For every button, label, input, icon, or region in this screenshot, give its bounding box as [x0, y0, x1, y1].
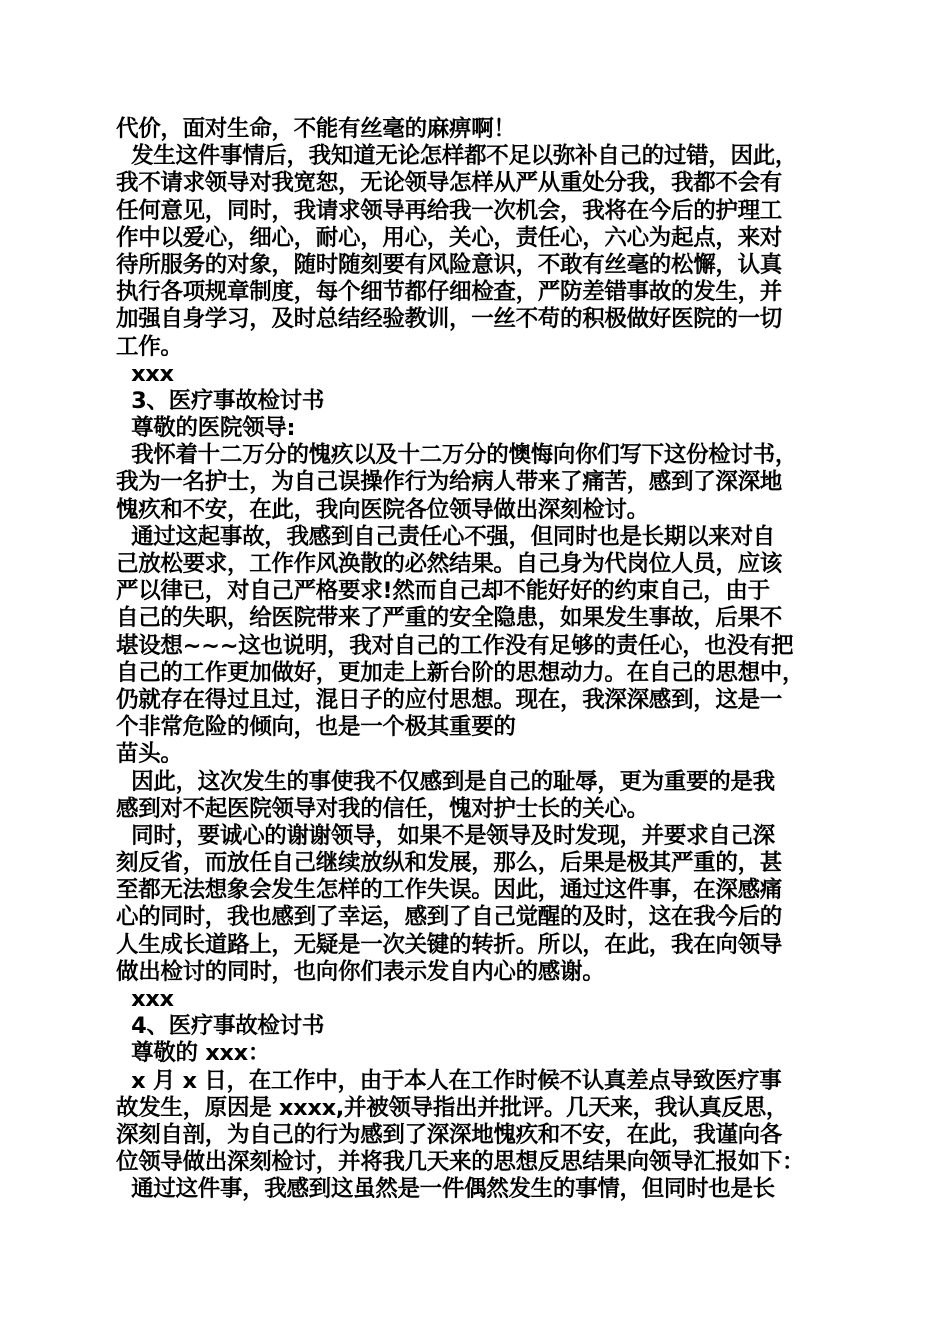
text-line: 刻反省，而放任自己继续放纵和发展，那么，后果是极其严重的，甚 — [116, 850, 783, 877]
text-line: x 月 x 日，在工作中，由于本人在工作时候不认真差点导致医疗事 — [116, 1067, 782, 1094]
text-line: 自己的工作更加做好，更加走上新台阶的思想动力。在自己的思想中， — [116, 659, 805, 686]
text-line: 苗头。 — [116, 741, 183, 768]
text-line: 代价，面对生命，不能有丝毫的麻痹啊！ — [116, 116, 516, 142]
text-line: 待所服务的对象，随时随刻要有风险意识，不敢有丝毫的松懈，认真 — [116, 251, 783, 278]
signature-line: xxx — [116, 360, 174, 387]
section-heading: 4、医疗事故检讨书 — [116, 1013, 325, 1040]
text-line: 作中以爱心，细心，耐心，用心，关心，责任心，六心为起点，来对 — [116, 224, 783, 251]
text-line: 位领导做出深刻检讨，并将我几天来的思想反思结果向领导汇报如下： — [116, 1149, 805, 1176]
text-line: 仍就存在得过且过，混日子的应付思想。现在，我深深感到，这是一 — [116, 686, 783, 713]
text-line: 我怀着十二万分的愧疚以及十二万分的懊悔向你们写下这份检讨书， — [116, 442, 798, 469]
text-line: 做出检讨的同时，也向你们表示发自内心的感谢。 — [116, 958, 605, 985]
text-line: 自己的失职，给医院带来了严重的安全隐患，如果发生事故，后果不 — [116, 605, 783, 632]
text-line: 同时，要诚心的谢谢领导，如果不是领导及时发现，并要求自己深 — [116, 822, 775, 849]
salutation: 尊敬的医院领导: — [116, 415, 296, 442]
text-line: 加强自身学习，及时总结经验教训，一丝不苟的积极做好医院的一切 — [116, 306, 783, 333]
salutation: 尊敬的 xxx： — [116, 1040, 271, 1067]
text-line: 通过这起事故，我感到自己责任心不强，但同时也是长期以来对自 — [116, 523, 775, 550]
text-line: 至都无法想象会发生怎样的工作失误。因此，通过这件事，在深感痛 — [116, 877, 783, 904]
text-line: 故发生，原因是 xxxx,并被领导指出并批评。几天来，我认真反思， — [116, 1094, 789, 1121]
text-line: 我不请求领导对我宽恕，无论领导怎样从严从重处分我，我都不会有 — [116, 170, 783, 197]
text-line: 愧疚和不安，在此，我向医院各位领导做出深刻检讨。 — [116, 496, 649, 523]
text-line: 严以律已，对自己严格要求!然而自己却不能好好的约束自己，由于 — [116, 578, 770, 605]
text-line: 工作。 — [116, 333, 183, 360]
text-line: 个非常危险的倾向，也是一个极其重要的 — [116, 714, 516, 741]
section-heading: 3、医疗事故检讨书 — [116, 387, 325, 414]
signature-line: xxx — [116, 986, 174, 1012]
text-line: 因此，这次发生的事使我不仅感到是自己的耻辱，更为重要的是我 — [116, 768, 775, 795]
text-line: 任何意见，同时，我请求领导再给我一次机会，我将在今后的护理工 — [116, 197, 783, 224]
text-line: 通过这件事，我感到这虽然是一件偶然发生的事情，但同时也是长 — [116, 1176, 775, 1203]
text-line: 深刻自剖，为自己的行为感到了深深地愧疚和不安，在此，我谨向各 — [116, 1121, 783, 1148]
text-line: 心的同时，我也感到了幸运，感到了自己觉醒的及时，这在我今后的 — [116, 904, 783, 931]
text-line: 执行各项规章制度，每个细节都仔细检查，严防差错事故的发生，并 — [116, 279, 783, 306]
text-line: 我为一名护士，为自己误操作行为给病人带来了痛苦，感到了深深地 — [116, 469, 783, 496]
text-line: 发生这件事情后，我知道无论怎样都不足以弥补自己的过错，因此， — [116, 143, 798, 170]
text-line: 人生成长道路上，无疑是一次关键的转折。所以，在此，我在向领导 — [116, 931, 783, 958]
text-line: 感到对不起医院领导对我的信任，愧对护士长的关心。 — [116, 795, 649, 822]
text-line: 堪设想~~~这也说明，我对自己的工作没有足够的责任心，也没有把 — [116, 632, 794, 659]
text-line: 己放松要求，工作作风涣散的必然结果。自己身为代岗位人员，应该 — [116, 551, 783, 577]
document-body — [116, 116, 846, 1204]
